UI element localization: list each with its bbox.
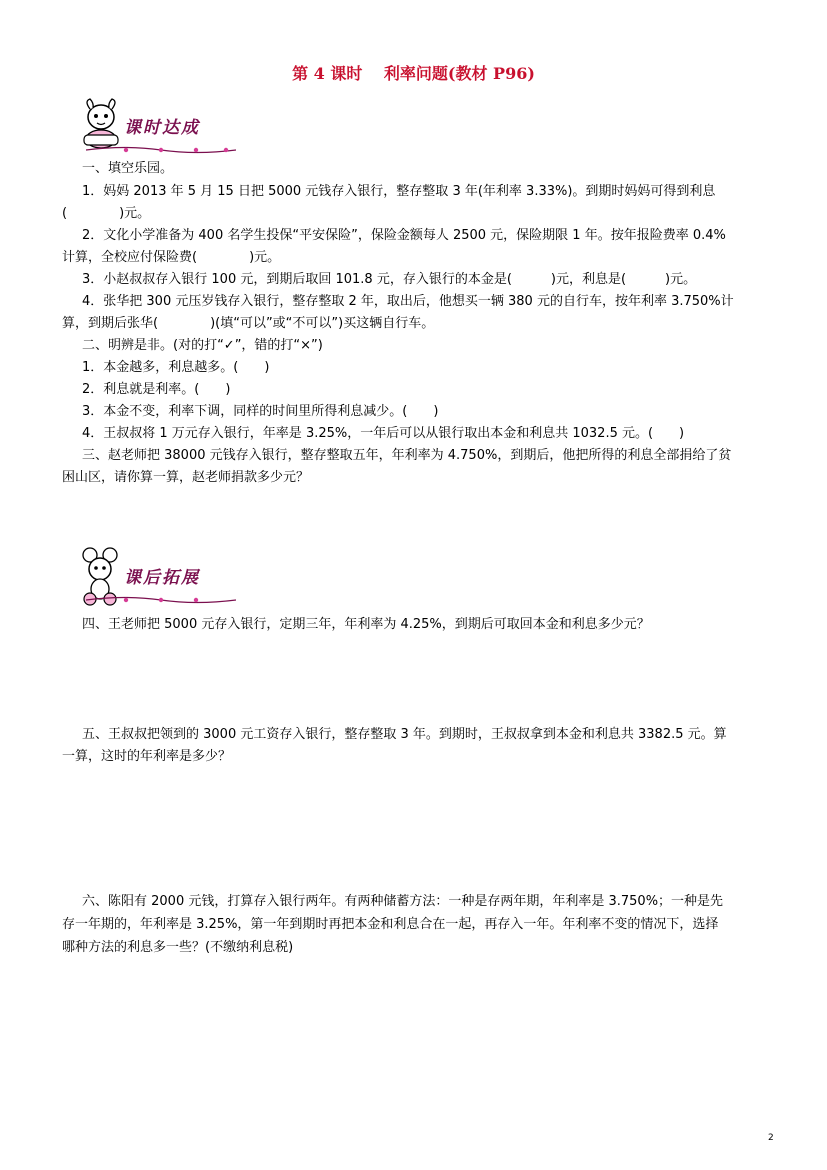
question-text: 哪种方法的利息多一些？(不缴纳利息税) xyxy=(62,940,294,955)
banner-title: 课时达成 xyxy=(124,118,200,138)
section-heading: 五、王叔叔把领到的 3000 元工资存入银行，整存整取 3 年。到期时，王叔叔拿到本金和利息共 3382.5 元。算 xyxy=(82,727,727,742)
banner-title: 课后拓展 xyxy=(124,568,200,588)
page-title: 第 4 课时 利率问题(教材 P96) xyxy=(292,64,535,83)
section-heading: 一、填空乐园。 xyxy=(82,161,174,176)
question-text: 计算，全校应付保险费( )元。 xyxy=(62,250,281,265)
banner-class-achievement xyxy=(76,95,236,155)
question-text: 4．张华把 300 元压岁钱存入银行，整存整取 2 年，取出后，他想买一辆 380 元的自行车，按年利率 3.750%计 xyxy=(82,294,734,309)
banner-after-class-extension xyxy=(76,545,236,605)
question-text: 一算，这时的年利率是多少？ xyxy=(62,749,232,764)
section-heading: 二、明辨是非。(对的打“✓”，错的打“×”) xyxy=(82,338,323,353)
question-text: 2．文化小学准备为 400 名学生投保“平安保险”，保险金额每人 2500 元，保险期限 1 年。按年报险费率 0.4% xyxy=(82,228,726,243)
question-text: 1．本金越多，利息越多。( ) xyxy=(82,360,270,375)
question-text: ( )元。 xyxy=(62,206,151,221)
section-heading: 三、赵老师把 38000 元钱存入银行，整存整取五年，年利率为 4.750%，到期后，他把所得的利息全部捐给了贫 xyxy=(82,448,732,463)
question-text: 2．利息就是利率。( ) xyxy=(82,382,231,397)
page-number: 2 xyxy=(768,1133,774,1143)
question-text: 3．小赵叔叔存入银行 100 元，到期后取回 101.8 元，存入银行的本金是( )元，利息是( )元。 xyxy=(82,272,697,287)
question-text: 1．妈妈 2013 年 5 月 15 日把 5000 元钱存入银行，整存整取 3 年(年利率 3.33%)。到期时妈妈可得到利息 xyxy=(82,184,716,199)
question-text: 4．王叔叔将 1 万元存入银行，年率是 3.25%，一年后可以从银行取出本金和利息共 1032.5 元。( ) xyxy=(82,426,685,441)
flower-vine-icon xyxy=(86,595,236,605)
section-heading: 四、王老师把 5000 元存入银行，定期三年，年利率为 4.25%，到期后可取回本金和利息多少元？ xyxy=(82,617,650,632)
question-text: 3．本金不变，利率下调，同样的时间里所得利息减少。( ) xyxy=(82,404,439,419)
question-text: 存一年期的，年利率是 3.25%，第一年到期时再把本金和利息合在一起，再存入一年。年利率不变的情况下，选择 xyxy=(62,917,719,932)
question-text: 困山区，请你算一算，赵老师捐款多少元？ xyxy=(62,470,310,485)
section-heading: 六、陈阳有 2000 元钱，打算存入银行两年。有两种储蓄方法：一种是存两年期，年利率是 3.750%；一种是先 xyxy=(82,894,724,909)
question-text: 算，到期后张华( )(填“可以”或“不可以”)买这辆自行车。 xyxy=(62,316,435,331)
flower-vine-icon xyxy=(86,145,236,155)
